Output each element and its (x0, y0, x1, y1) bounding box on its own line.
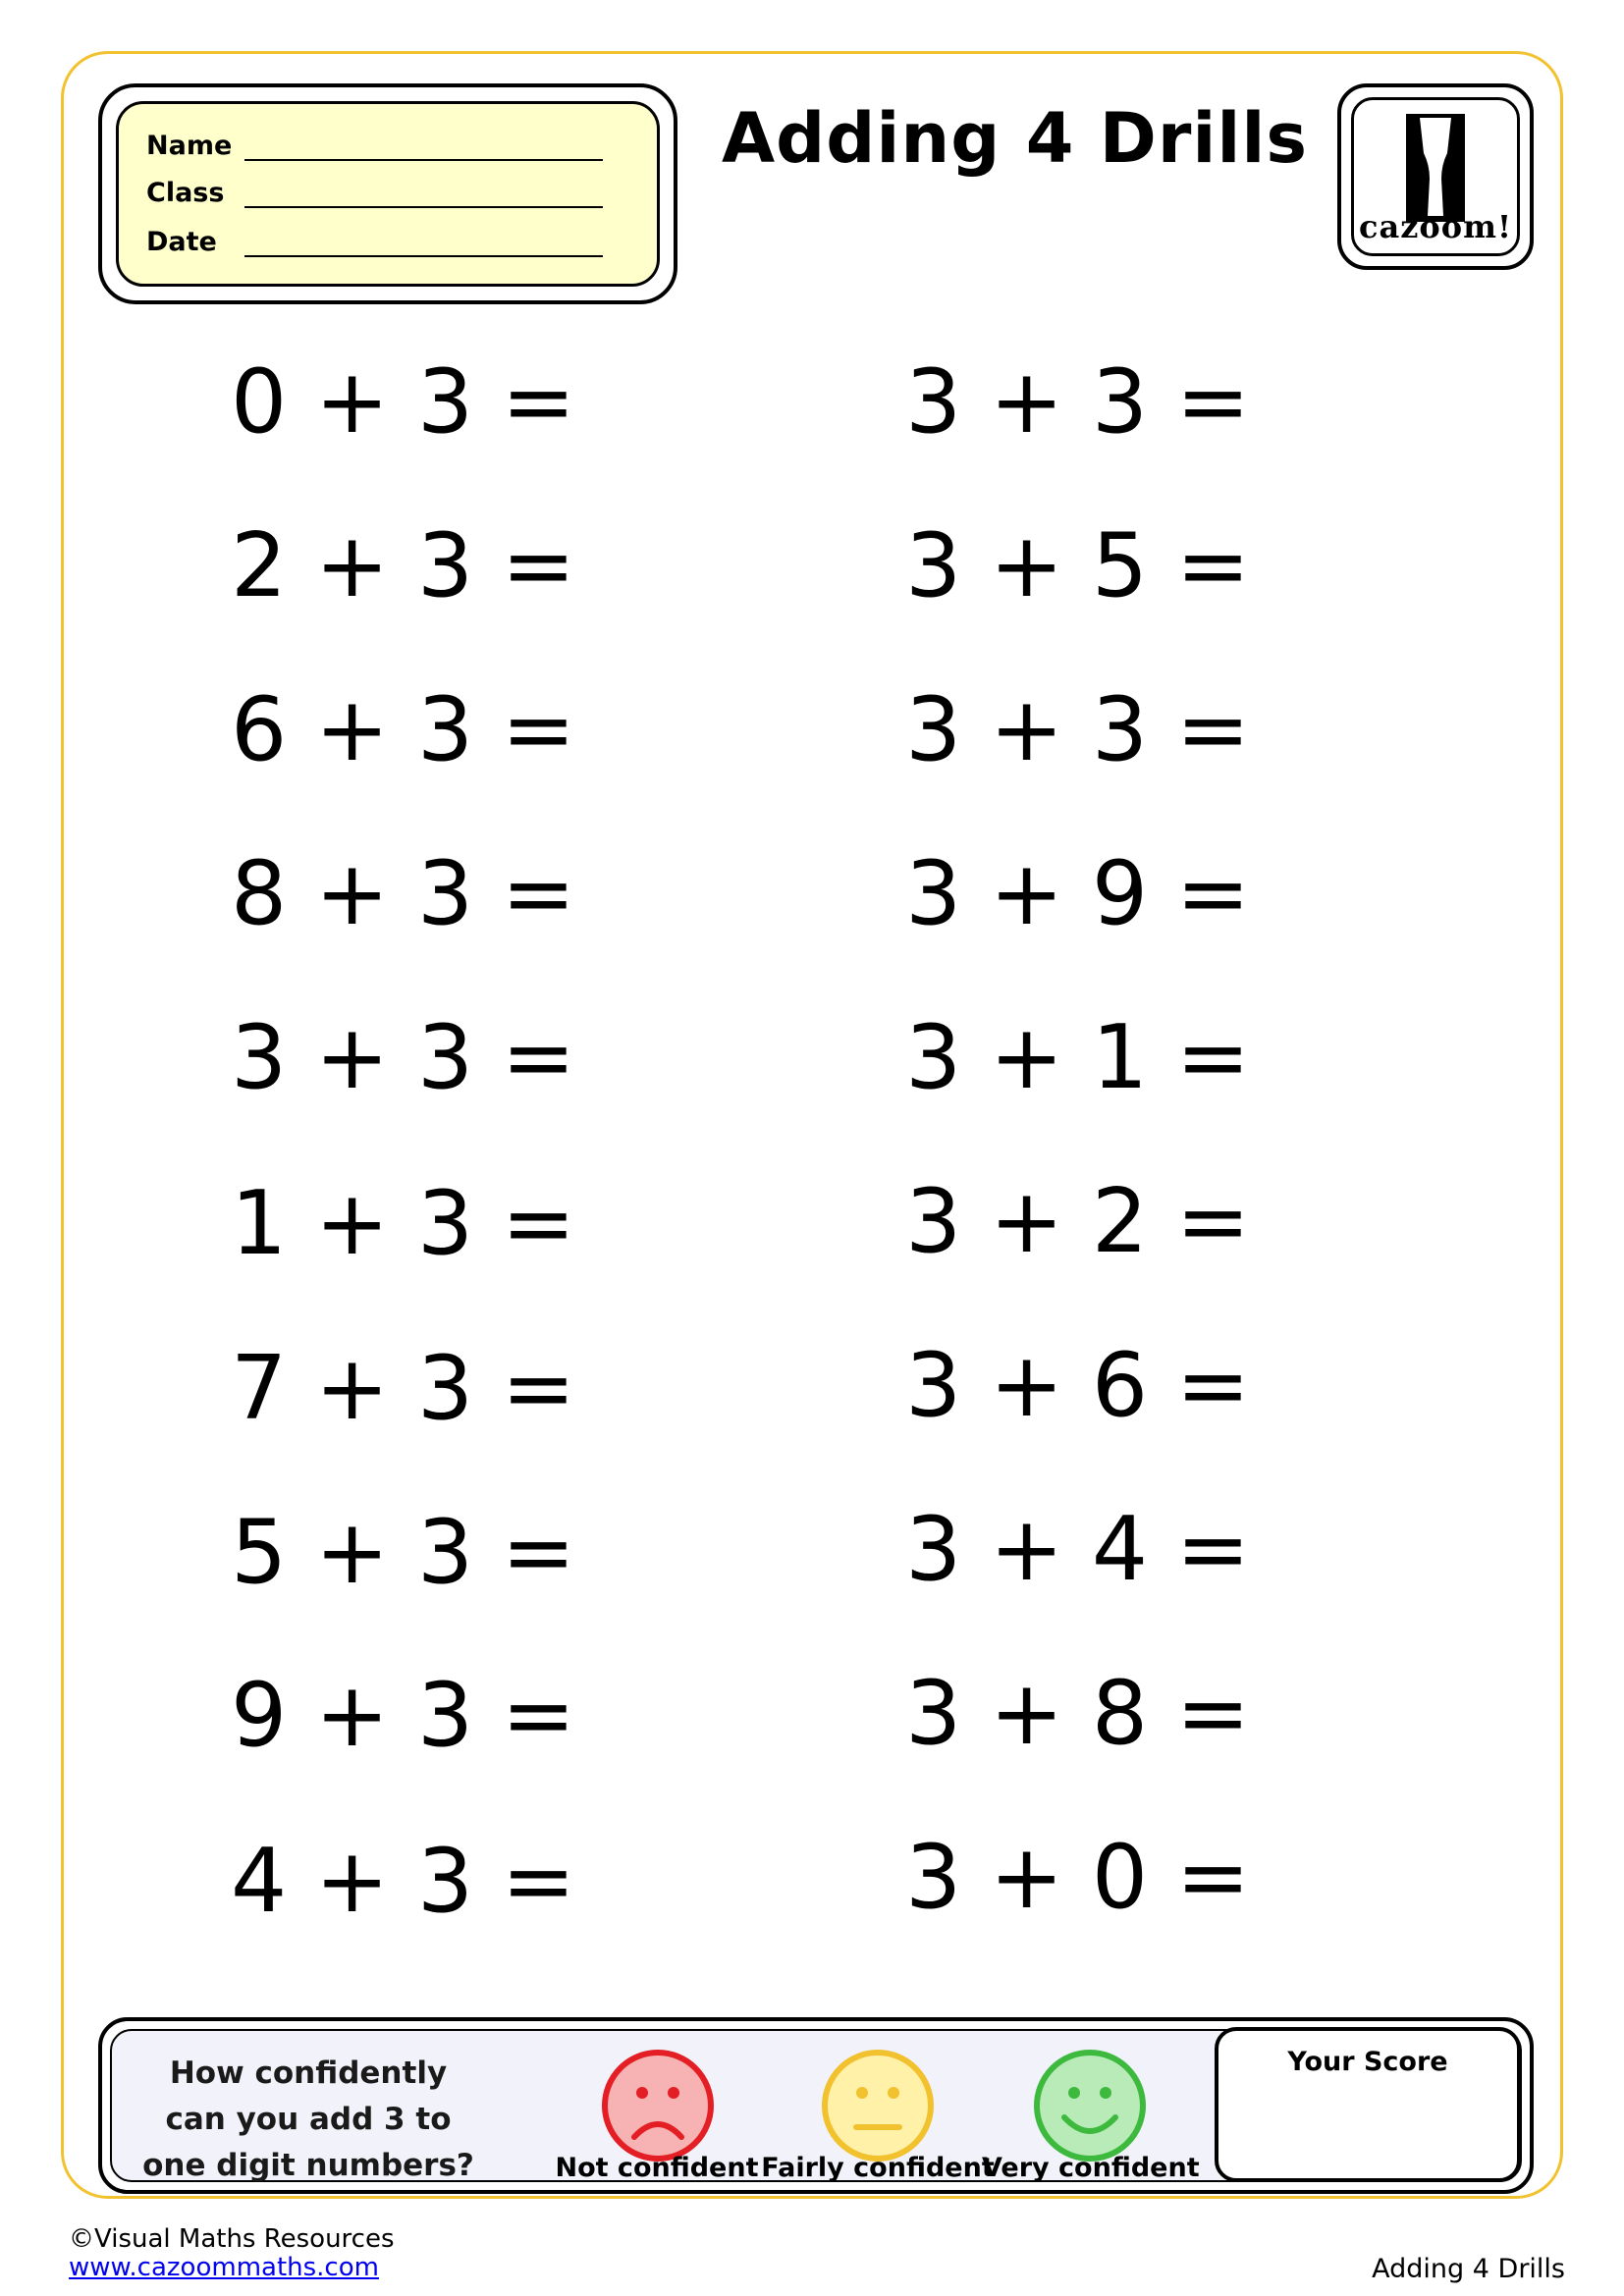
fairly-confident-label: Fairly confident (761, 2153, 995, 2183)
very-confident-label: Very confident (982, 2153, 1200, 2183)
question-left-10: 4 + 3 = (231, 1830, 576, 1933)
confidence-question: How confidently can you add 3 to one digit numbers? (142, 2056, 474, 2183)
website-link[interactable]: www.cazoommaths.com (69, 2253, 379, 2282)
question-left-1: 0 + 3 = (231, 350, 576, 454)
question-left-5: 3 + 3 = (231, 1006, 576, 1109)
question-left-4: 8 + 3 = (231, 842, 576, 945)
page-title: Adding 4 Drills (722, 98, 1309, 179)
name-label: Name (146, 131, 233, 161)
question-right-3: 3 + 3 = (905, 678, 1251, 781)
date-field[interactable] (244, 226, 603, 257)
sad-face-icon[interactable] (601, 2049, 715, 2163)
question-right-5: 3 + 1 = (905, 1006, 1251, 1109)
date-label: Date (146, 227, 217, 257)
question-right-7: 3 + 6 = (905, 1334, 1251, 1437)
question-left-9: 9 + 3 = (231, 1664, 576, 1767)
student-info-box (98, 83, 677, 304)
question-right-10: 3 + 0 = (905, 1826, 1251, 1929)
question-right-1: 3 + 3 = (905, 350, 1251, 454)
neutral-face-icon[interactable] (821, 2049, 935, 2163)
class-field[interactable] (244, 177, 603, 208)
score-box[interactable] (1215, 2027, 1521, 2182)
date-row[interactable] (146, 218, 603, 257)
question-left-3: 6 + 3 = (231, 678, 576, 781)
class-row[interactable] (146, 169, 603, 208)
question-right-9: 3 + 8 = (905, 1662, 1251, 1765)
question-right-4: 3 + 9 = (905, 842, 1251, 945)
footer-title: Adding 4 Drills (1372, 2254, 1565, 2284)
name-field[interactable] (244, 130, 603, 161)
question-left-6: 1 + 3 = (231, 1172, 576, 1275)
logo-text: cazoom! (1359, 208, 1512, 245)
question-right-2: 3 + 5 = (905, 514, 1251, 617)
question-left-7: 7 + 3 = (231, 1337, 576, 1440)
question-left-2: 2 + 3 = (231, 514, 576, 617)
question-left-8: 5 + 3 = (231, 1501, 576, 1604)
happy-face-icon[interactable] (1033, 2049, 1147, 2163)
drum-icon (1406, 114, 1465, 222)
not-confident-label: Not confident (555, 2153, 759, 2183)
question-right-8: 3 + 4 = (905, 1498, 1251, 1601)
score-label: Your Score (1287, 2047, 1448, 2077)
name-row[interactable] (146, 122, 603, 161)
cazoom-logo (1337, 83, 1534, 270)
question-right-6: 3 + 2 = (905, 1170, 1251, 1273)
copyright-text: ©Visual Maths Resources (69, 2224, 395, 2254)
class-label: Class (146, 178, 225, 208)
